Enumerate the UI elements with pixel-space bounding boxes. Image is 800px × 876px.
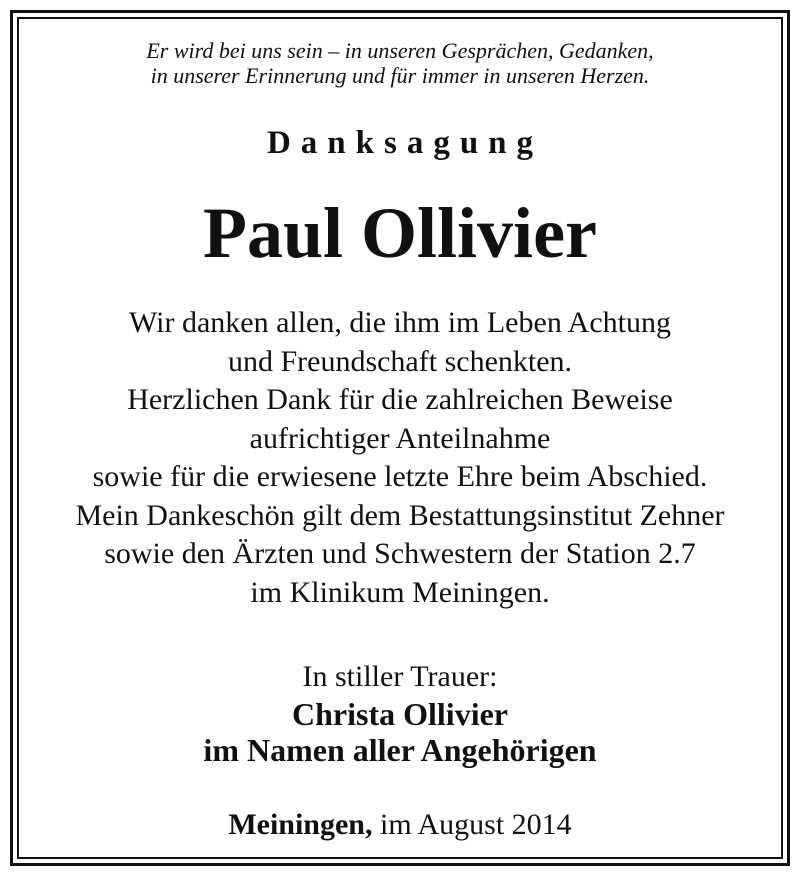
date: im August 2014 — [379, 808, 572, 841]
notice-heading: Danksagung — [266, 125, 544, 161]
thank-you-line: und Freundschaft schenkten. — [227, 344, 573, 378]
motto-quote — [10, 38, 790, 88]
mourning-label: In stiller Trauer: — [302, 660, 498, 693]
thank-you-line: sowie für die erwiesene letzte Ehre beim Abschied. — [92, 460, 708, 493]
thank-you-text — [10, 304, 790, 612]
thank-you-line: sowie den Ärzten und Schwestern der Station 2.7 — [104, 537, 696, 570]
place-and-date — [10, 806, 790, 844]
deceased-name: Paul Ollivier — [203, 193, 597, 273]
signer-relation: im Namen aller Angehörigen — [203, 732, 597, 768]
thank-you-line: im Klinikum Meiningen. — [250, 575, 550, 609]
thank-you-line: Herzlichen Dank für die zahlreichen Beweise — [127, 383, 673, 416]
motto-line-2: in unserer Erinnerung und für immer in unseren Herzen. — [150, 63, 650, 88]
place: Meiningen, — [228, 808, 373, 841]
motto-line-1: Er wird bei uns sein – in unseren Gesprächen, Gedanken, — [146, 38, 654, 63]
signer-block — [10, 696, 790, 768]
thank-you-line: Wir danken allen, die ihm im Leben Achtung — [129, 306, 671, 339]
thank-you-line: aufrichtiger Anteilnahme — [249, 421, 551, 455]
signer-name: Christa Ollivier — [292, 696, 508, 732]
thank-you-line: Mein Dankeschön gilt dem Bestattungsinstitut Zehner — [75, 498, 725, 532]
